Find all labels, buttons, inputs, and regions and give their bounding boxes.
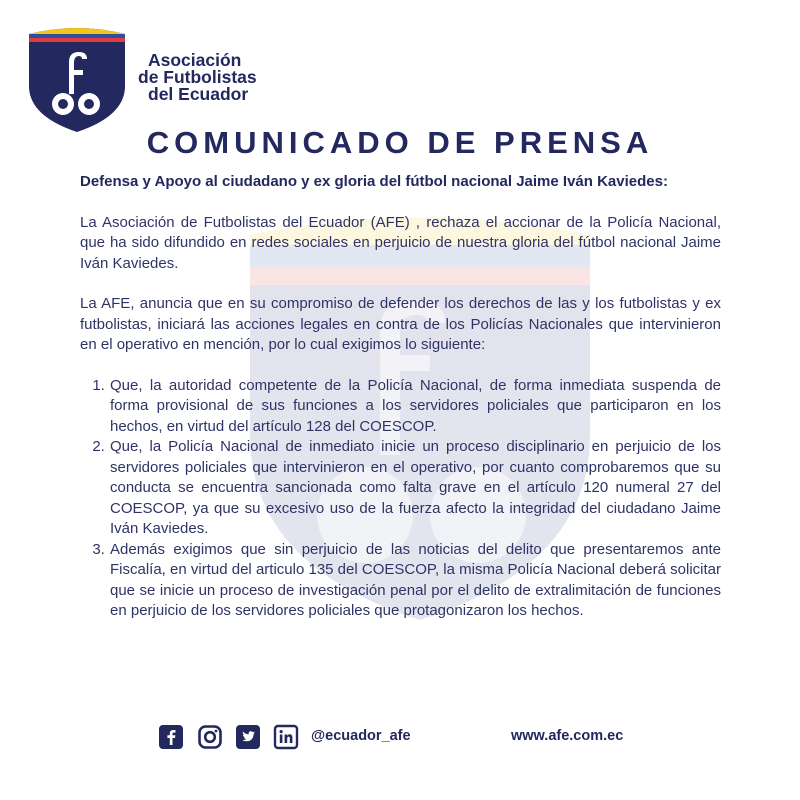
demand-item-3: 3. Además exigimos que sin perjuicio de las noticias del delito que presentaremos ante Fiscalía, en virtud del articulo 135 del COESCOP, la misma Policía Nacional deberá solicitar que se inicie un proceso de investigación penal por el delito de extralimitación de funciones en perjuicio de los servidores policiales que protagonizaron los hechos. (109, 540, 721, 622)
page-title: COMUNICADO DE PRENSA (146, 125, 654, 160)
demand-item-2: 2. Que, la Policía Nacional de inmediato inicie un proceso disciplinario en perjuicio de los servidores policiales que intervinieron en el operativo, por cuanto comprobaremos que su conducta se encuentra sancionada como falta grave en el artículo 120 numeral 27 del COESCOP, ya que su excesivo uso de la fuerza afecto la integridad del ciudadano Jaime Iván Kaviedes. (109, 437, 721, 540)
org-name-line1: Asociación (148, 50, 242, 70)
afe-shield-logo-icon (27, 24, 127, 134)
org-name-line3: del Ecuador (148, 84, 249, 104)
twitter-icon[interactable] (235, 724, 261, 750)
footer (158, 722, 648, 752)
org-name-line2: de Futbolistas (138, 67, 257, 87)
demand-item-1: 1. Que, la autoridad competente de la Policía Nacional, de forma inmediata suspenda de forma provisional de sus funciones a los servidores policiales que participaron en los hechos, en virtud del artículo 128 del COESCOP. (109, 376, 721, 438)
paragraph-1: La Asociación de Futbolistas del Ecuador (AFE) , rechaza el accionar de la Policía Nacional, que ha sido difundido en redes sociales en perjuicio de nuestra gloria del fútbol nacional Jaime Iván Kaviedes. (80, 213, 721, 272)
press-release-body (80, 172, 721, 622)
facebook-icon[interactable] (158, 724, 184, 750)
organization-name (138, 52, 257, 103)
instagram-icon[interactable] (197, 724, 223, 750)
linkedin-icon[interactable] (273, 724, 299, 750)
demands-list (80, 376, 721, 622)
press-release-subject: Defensa y Apoyo al ciudadano y ex gloria del fútbol nacional Jaime Iván Kaviedes: (80, 173, 668, 190)
website-link[interactable]: www.afe.com.ec (511, 728, 624, 744)
paragraph-2: La AFE, anuncia que en su compromiso de defender los derechos de las y los futbolistas y ex futbolistas, iniciará las acciones legales en contra de los Policías Nacionales que intervinieron en el operativo en mención, por lo cual exigimos lo siguiente: (80, 295, 721, 353)
social-handle[interactable]: @ecuador_afe (311, 728, 411, 744)
